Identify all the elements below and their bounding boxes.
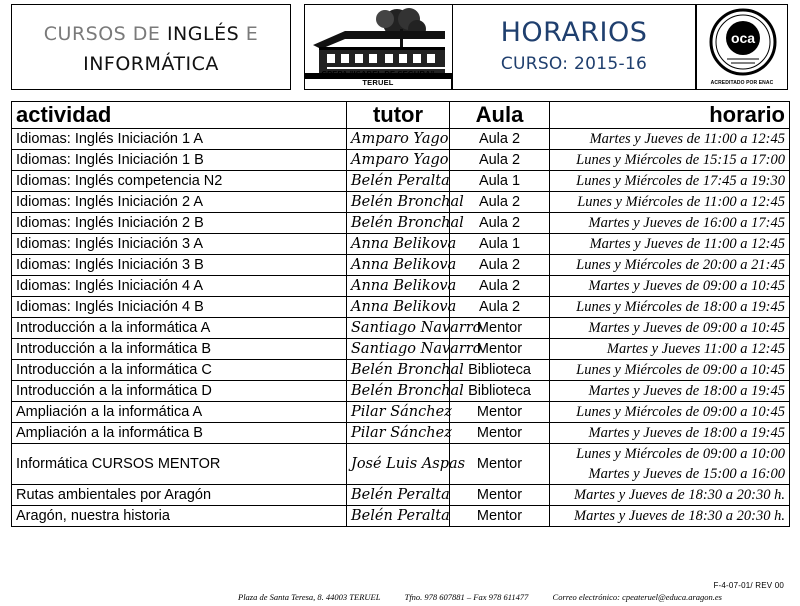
cert-mark: oca [730,30,756,46]
schedule-cell [550,297,790,318]
tutor-cell: José Luis Aspas [347,444,450,485]
course-year: CURSO: 2015-16 [500,54,648,74]
tutor-cell: Belén Peralta [347,506,450,527]
table-row [12,444,790,485]
tutor-cell: Belén Bronchal [347,192,450,213]
school-building-image [305,5,453,79]
table-row [12,276,790,297]
schedule-line: Lunes y Miércoles de 11:00 a 12:45 [577,194,785,210]
email: Correo electrónico: cpeateruel@educa.aragon.es [552,592,722,602]
activity-cell: Introducción a la informática B [12,339,347,360]
activity-cell: Idiomas: Inglés Iniciación 3 B [12,255,347,276]
tutor-cell: Belén Bronchal [347,381,450,402]
table-row [12,381,790,402]
room-cell: Aula 2 [450,213,550,234]
schedule-line: Martes y Jueves de 15:00 a 16:00 [588,466,785,482]
table-row [12,485,790,506]
activity-cell: Idiomas: Inglés Iniciación 3 A [12,234,347,255]
schedule-line: Lunes y Miércoles de 15:15 a 17:00 [576,152,785,168]
table-row [12,402,790,423]
column-header-activity: actividad [12,102,347,129]
tutor-cell: Santiago Navarro [347,318,450,339]
schedule-cell [550,506,790,527]
room-cell: Mentor [450,318,550,339]
table-row [12,234,790,255]
tutor-cell: Belén Peralta [347,485,450,506]
school-logo [304,4,452,90]
schedule-line: Martes y Jueves de 11:00 a 12:45 [589,131,785,147]
schedule-line: Martes y Jueves de 09:00 a 10:45 [588,320,785,336]
schedule-line: Martes y Jueves 11:00 a 12:45 [606,341,785,357]
schedule-cell [550,423,790,444]
table-row [12,171,790,192]
table-row [12,255,790,276]
room-cell: Mentor [450,402,550,423]
room-cell: Aula 2 [450,255,550,276]
schedule-line: Martes y Jueves de 18:00 a 19:45 [588,383,785,399]
schedule-line: Lunes y Miércoles de 18:00 a 19:45 [576,299,785,315]
course-title-box [11,4,291,90]
room-cell: Aula 2 [450,297,550,318]
tutor-cell: Anna Belikova [347,276,450,297]
schedule-cell [550,192,790,213]
tutor-cell: Anna Belikova [347,297,450,318]
schedule-line: Martes y Jueves de 16:00 a 17:45 [588,215,785,231]
address: Plaza de Santa Teresa, 8. 44003 TERUEL [238,592,381,602]
cert-accreditation: ACREDITADO POR ENAC [710,80,774,86]
document-reference: F-4-07-01/ REV 00 [713,581,784,590]
table-row [12,360,790,381]
room-cell: Aula 1 [450,234,550,255]
schedule-cell [550,485,790,506]
activity-cell: Idiomas: Inglés competencia N2 [12,171,347,192]
schedule-cell [550,339,790,360]
schedule-cell [550,150,790,171]
quality-certification-seal [696,4,788,90]
room-cell: Aula 2 [450,276,550,297]
schedule-cell [550,213,790,234]
schedule-cell [550,444,790,485]
school-name: CPEPA "ISABEL DE SEGURA" TERUEL [321,69,435,87]
course-title-line1: CURSOS DE INGLÉS E [43,23,259,45]
room-cell: Aula 1 [450,171,550,192]
schedule-line: Martes y Jueves de 18:30 a 20:30 h. [574,508,785,524]
schedule-cell [550,171,790,192]
table-row [12,129,790,150]
activity-cell: Idiomas: Inglés Iniciación 4 B [12,297,347,318]
schedule-line: Lunes y Miércoles de 09:00 a 10:45 [576,404,785,420]
activity-cell: Ampliación a la informática A [12,402,347,423]
tutor-cell: Amparo Yago [347,129,450,150]
table-row [12,213,790,234]
room-cell: Mentor [450,506,550,527]
room-cell: Biblioteca [450,381,550,402]
tutor-cell: Pilar Sánchez [347,402,450,423]
schedule-cell [550,402,790,423]
table-row [12,318,790,339]
schedule-cell [550,255,790,276]
schedule-line: Lunes y Miércoles de 17:45 a 19:30 [576,173,785,189]
activity-cell: Introducción a la informática A [12,318,347,339]
table-row [12,192,790,213]
tutor-cell: Belén Bronchal [347,213,450,234]
column-header-tutor: tutor [347,102,450,129]
column-header-schedule: horario [550,102,790,129]
schedule-line: Martes y Jueves de 18:00 a 19:45 [588,425,785,441]
tutor-cell: Amparo Yago [347,150,450,171]
table-row [12,150,790,171]
table-row [12,423,790,444]
schedule-title: HORARIOS [500,17,648,48]
room-cell: Aula 2 [450,150,550,171]
schedule-line: Martes y Jueves de 18:30 a 20:30 h. [574,487,785,503]
room-cell: Mentor [450,485,550,506]
schedule-cell [550,360,790,381]
schedule-cell [550,129,790,150]
phone-fax: Tfno. 978 607881 – Fax 978 611477 [404,592,529,602]
activity-cell: Idiomas: Inglés Iniciación 2 A [12,192,347,213]
room-cell: Mentor [450,339,550,360]
schedule-line: Lunes y Miércoles de 09:00 a 10:00 [576,446,785,462]
table-header-row [12,102,790,129]
activity-cell: Idiomas: Inglés Iniciación 4 A [12,276,347,297]
table-row [12,506,790,527]
activity-cell: Ampliación a la informática B [12,423,347,444]
activity-cell: Rutas ambientales por Aragón [12,485,347,506]
oca-seal-icon [697,5,789,81]
schedule-cell [550,318,790,339]
tutor-cell: Belén Peralta [347,171,450,192]
schedule-title-box [452,4,696,90]
course-title-line2: INFORMÁTICA [83,53,219,75]
room-cell: Aula 2 [450,129,550,150]
activity-cell: Idiomas: Inglés Iniciación 1 A [12,129,347,150]
activity-cell: Aragón, nuestra historia [12,506,347,527]
room-cell: Aula 2 [450,192,550,213]
tutor-cell: Anna Belikova [347,255,450,276]
activity-cell: Idiomas: Inglés Iniciación 2 B [12,213,347,234]
activity-cell: Introducción a la informática D [12,381,347,402]
course-title-english: INGLÉS [166,23,240,45]
room-cell: Biblioteca [450,360,550,381]
schedule-cell [550,234,790,255]
tutor-cell: Belén Bronchal [347,360,450,381]
activity-cell: Idiomas: Inglés Iniciación 1 B [12,150,347,171]
room-cell: Mentor [450,423,550,444]
tutor-cell: Pilar Sánchez [347,423,450,444]
schedule-line: Martes y Jueves de 11:00 a 12:45 [589,236,785,252]
schedule-line: Lunes y Miércoles de 20:00 a 21:45 [576,257,785,273]
schedule-line: Martes y Jueves de 09:00 a 10:45 [588,278,785,294]
column-header-room: Aula [450,102,550,129]
tutor-cell: Anna Belikova [347,234,450,255]
table-row [12,297,790,318]
activity-cell: Informática CURSOS MENTOR [12,444,347,485]
schedule-line: Lunes y Miércoles de 09:00 a 10:45 [576,362,785,378]
schedule-cell [550,381,790,402]
activity-cell: Introducción a la informática C [12,360,347,381]
room-cell: Mentor [450,444,550,485]
schedule-cell [550,276,790,297]
tutor-cell: Santiago Navarro [347,339,450,360]
table-row [12,339,790,360]
schedule-table [11,101,790,527]
contact-footer [238,592,744,602]
